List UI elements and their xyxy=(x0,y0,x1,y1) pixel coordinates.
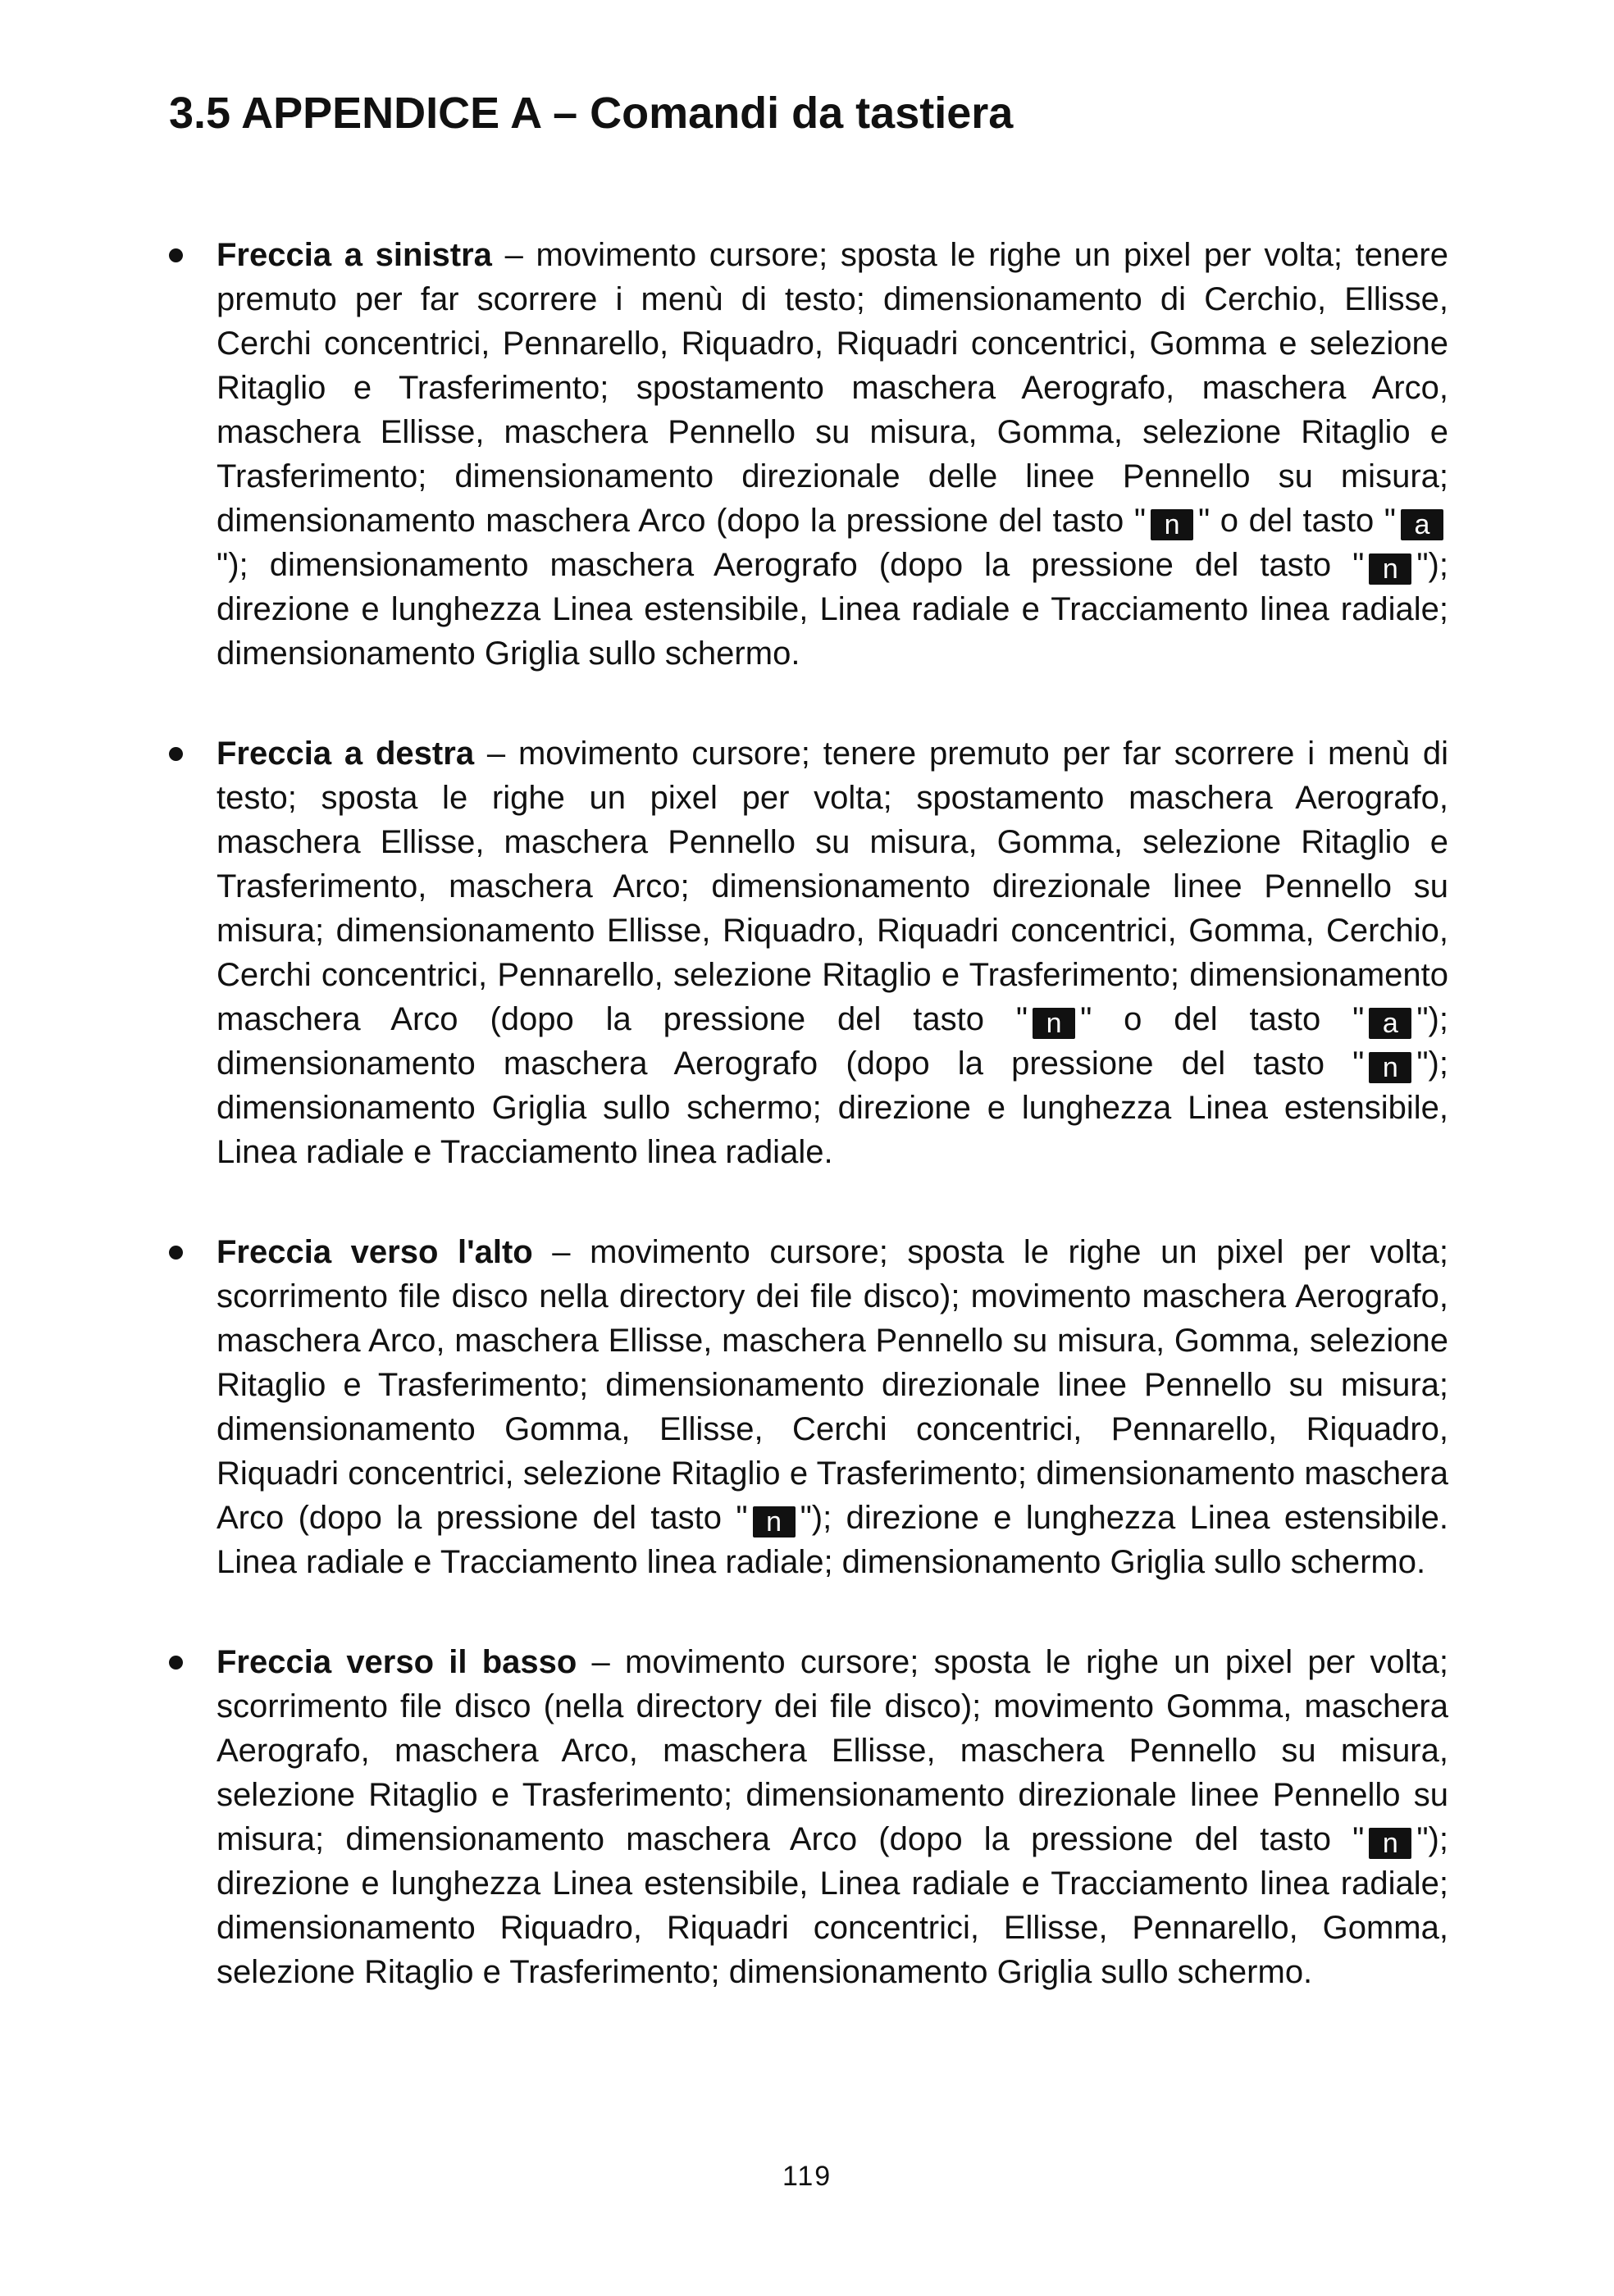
key-command-list xyxy=(169,233,1448,2050)
section-title: 3.5 APPENDICE A – Comandi da tastiera xyxy=(169,89,1014,138)
key-n-icon: n xyxy=(1369,1828,1411,1859)
page-number: 119 xyxy=(782,2161,832,2192)
entry-left-arrow xyxy=(169,233,1448,676)
key-n-icon: n xyxy=(1033,1008,1075,1039)
entry-text: movimento cursore; tenere premuto per far scorrere i menù di testo; sposta le righe un pixel per volta; spostamento maschera Aerografo, maschera Ellisse, maschera Pennello su misura, Gomma, selezione Ritaglio e Trasferimento, maschera Arco; dimensionamento direzionale linee Pennello su misura; dimensionamento Ellisse, Riquadro, Riquadri concentrici, Gomma, Cerchio, Cerchi concentrici, Pennarello, selezione Ritaglio e Trasferimento; dimensionamento maschera Arco (dopo la pressione del tasto " xyxy=(217,736,1448,1037)
entry-separator: – xyxy=(474,736,518,772)
entry-term: Freccia verso il basso xyxy=(217,1644,577,1680)
entry-text: movimento cursore; sposta le righe un pixel per volta; scorrimento file disco (nella directory dei file disco); movimento Gomma, maschera Aerografo, maschera Arco, maschera Ellisse, maschera Pennello su misura, selezione Ritaglio e Trasferimento; dimensionamento direzionale linee Pennello su misura; dimensionamento maschera Arco (dopo la pressione del tasto " xyxy=(217,1644,1448,1857)
key-n-icon: n xyxy=(1151,509,1193,540)
key-n-icon: n xyxy=(1369,1052,1411,1083)
bullet-icon xyxy=(169,248,183,262)
entry-separator: – xyxy=(491,237,536,273)
entry-term: Freccia a destra xyxy=(217,736,475,772)
bullet-icon xyxy=(169,1246,183,1260)
entry-separator: – xyxy=(532,1234,590,1270)
entry-text: " o del tasto " xyxy=(1198,503,1396,539)
entry-text: "); direzione e lunghezza Linea estensibile, Linea radiale e Tracciamento linea radiale; dimensionamento Griglia sullo schermo. xyxy=(217,547,1448,672)
key-a-icon: a xyxy=(1401,509,1443,540)
key-a-icon: a xyxy=(1369,1008,1411,1039)
entry-term: Freccia verso l'alto xyxy=(217,1234,533,1270)
entry-text: " o del tasto " xyxy=(1080,1001,1365,1037)
entry-text: movimento cursore; sposta le righe un pixel per volta; scorrimento file disco nella directory dei file disco); movimento maschera Aerografo, maschera Arco, maschera Ellisse, maschera Pennello su misura, Gomma, selezione Ritaglio e Trasferimento; dimensionamento direzionale linee Pennello su misura; dimensionamento Gomma, Ellisse, Cerchi concentrici, Pennarello, Riquadro, Riquadri concentrici, selezione Ritaglio e Trasferimento; dimensionamento maschera Arco (dopo la pressione del tasto " xyxy=(217,1234,1448,1536)
entry-up-arrow xyxy=(169,1230,1448,1584)
entry-term: Freccia a sinistra xyxy=(217,237,492,273)
entry-text: movimento cursore; sposta le righe un pixel per volta; tenere premuto per far scorrere i menù di testo; dimensionamento di Cerchio, Ellisse, Cerchi concentrici, Pennarello, Riquadro, Riquadri concentrici, Gomma e selezione Ritaglio e Trasferimento; spostamento maschera Aerografo, maschera Arco, maschera Ellisse, maschera Pennello su misura, Gomma, selezione Ritaglio e Trasferimento; dimensionamento direzionale delle linee Pennello su misura; dimensionamento maschera Arco (dopo la pressione del tasto " xyxy=(217,237,1448,539)
bullet-icon xyxy=(169,747,183,761)
entry-text: "); dimensionamento Griglia sullo schermo; direzione e lunghezza Linea estensibile, Linea radiale e Tracciamento linea radiale. xyxy=(217,1046,1448,1170)
entry-separator: – xyxy=(577,1644,626,1680)
key-n-icon: n xyxy=(753,1506,796,1538)
entry-text: "); direzione e lunghezza Linea estensibile, Linea radiale e Tracciamento linea radiale; dimensionamento Riquadro, Riquadri concentrici, Ellisse, Pennarello, Gomma, selezione Ritaglio e Trasferimento; dimensionamento Griglia sullo schermo. xyxy=(217,1821,1448,1990)
entry-text: "); direzione e lunghezza Linea estensibile. Linea radiale e Tracciamento linea radiale; dimensionamento Griglia sullo schermo. xyxy=(217,1500,1448,1580)
entry-down-arrow xyxy=(169,1640,1448,1994)
entry-text: "); dimensionamento maschera Aerografo (dopo la pressione del tasto " xyxy=(217,547,1365,583)
bullet-icon xyxy=(169,1656,183,1670)
key-n-icon: n xyxy=(1369,554,1411,585)
entry-text: "); dimensionamento maschera Aerografo (dopo la pressione del tasto " xyxy=(217,1001,1448,1082)
entry-right-arrow xyxy=(169,731,1448,1174)
